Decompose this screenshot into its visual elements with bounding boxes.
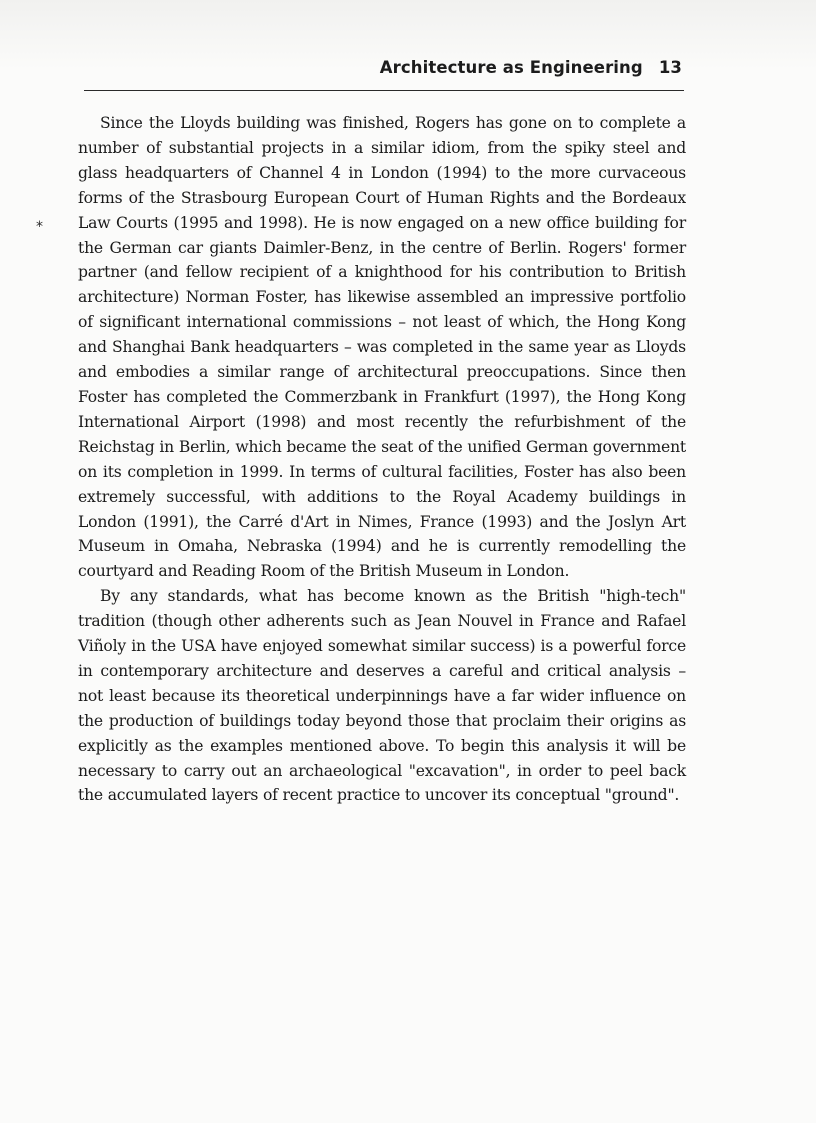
margin-mark: *: [36, 219, 43, 235]
paragraph: By any standards, what has become known as the British "high-tech" tradition (though other adherents such as Jean Nouvel in France and Rafael Viñoly in the USA have enjoyed somewhat similar success) is a powerful force in contemporary architecture and deserves a careful and critical analysis – not least because its theoretical underpinnings have a far wider influence on the production of buildings today beyond those that proclaim their origins as explicitly as the examples mentioned above. To begin this analysis it will be necessary to carry out an archaeological "excavation", in order to peel back the accumulated layers of recent practice to uncover its conceptual "ground".: [78, 587, 686, 805]
running-header-title: Architecture as Engineering: [379, 58, 643, 77]
page-number: 13: [658, 58, 682, 77]
paragraph: Since the Lloyds building was finished, Rogers has gone on to complete a number of substantial projects in a similar idiom, from the spiky steel and glass headquarters of Channel 4 in London (1994) to the more curvaceous forms of the Strasbourg European Court of Human Rights and the Bordeaux Law Courts (1995 and 1998). He is now engaged on a new office building for the German car giants Daimler-Benz, in the centre of Berlin. Rogers' former partner (and fellow recipient of a knighthood for his contribution to British architecture) Norman Foster, has likewise assembled an impressive portfolio of significant international commissions – not least of which, the Hong Kong and Shanghai Bank headquarters – was completed in the same year as Lloyds and embodies a similar range of architectural preoccupations. Since then Foster has completed the Commerzbank in Frankfurt (1997), the Hong Kong International Airport (1998) and most recently the refurbishment of the Reichstag in Berlin, which became the seat of the unified German government on its completion in 1999. In terms of cultural facilities, Foster has also been extremely successful, with additions to the Royal Academy buildings in London (1991), the Carré d'Art in Nimes, France (1993) and the Joslyn Art Museum in Omaha, Nebraska (1994) and he is currently remodelling the courtyard and Reading Room of the British Museum in London.: [78, 114, 686, 581]
header-rule: [84, 90, 684, 91]
body-text: [78, 111, 686, 808]
running-header: [82, 58, 682, 92]
